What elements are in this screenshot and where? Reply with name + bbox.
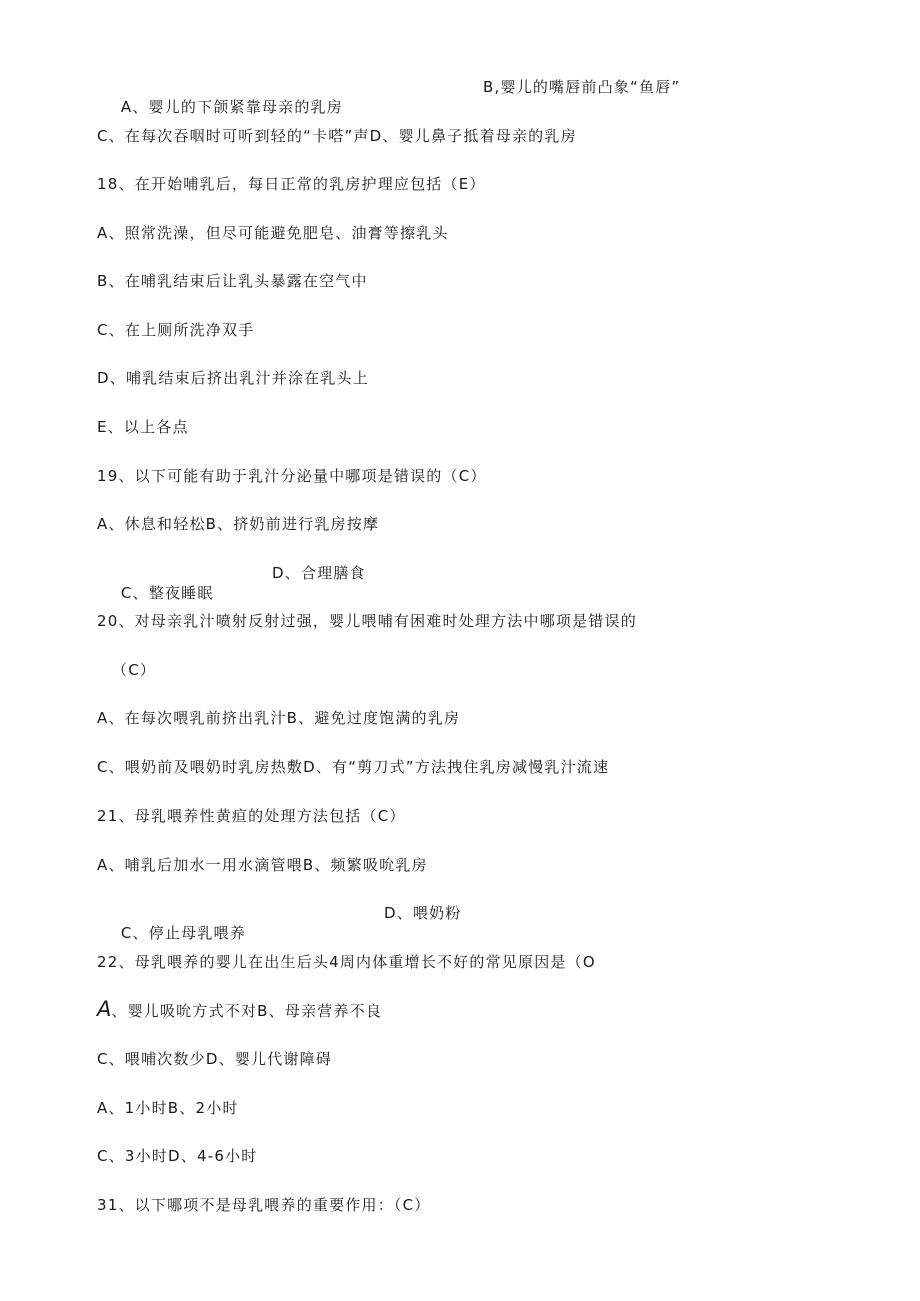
text-line: A、哺乳后加水一用水滴管喂B、频繁吸吮乳房 xyxy=(97,856,428,874)
text-line: D、哺乳结束后挤出乳汁并涂在乳头上 xyxy=(97,369,369,387)
text-line: E、以上各点 xyxy=(97,418,189,436)
text-line: （C） xyxy=(112,661,157,679)
text-line: C、3小时D、4-6小时 xyxy=(97,1147,258,1165)
text-line: C、喂奶前及喂奶时乳房热敷D、有“剪刀式”方法拽住乳房减慢乳汁流速 xyxy=(97,758,610,776)
text-line: A、照常洗澡，但尽可能避免肥皂、油膏等擦乳头 xyxy=(97,224,449,242)
question-31: 31、以下哪项不是母乳喂养的重要作用：（C） xyxy=(97,1196,431,1214)
text-line: C、在每次吞咽时可听到轻的“卡嗒”声D、婴儿鼻子抵着母亲的乳房 xyxy=(97,127,577,145)
text-line: C、整夜睡眠 D、合理膳食 xyxy=(120,564,366,602)
question-19: 19、以下可能有助于乳汁分泌量中哪项是错误的（C） xyxy=(97,467,487,485)
text-line: A、在每次喂乳前挤出乳汁B、避免过度饱满的乳房 xyxy=(97,709,461,727)
text-line: A、休息和轻松B、挤奶前进行乳房按摩 xyxy=(97,515,380,533)
text-line: C、停止母乳喂养 D、喂奶粉 xyxy=(120,904,462,942)
question-22: 22、母乳喂养的婴儿在出生后头4周内体重增长不好的常见原因是（O xyxy=(97,953,596,971)
question-18: 18、在开始哺乳后，每日正常的乳房护理应包括（E） xyxy=(97,175,486,193)
text-line: A、1小时B、2小时 xyxy=(97,1099,239,1117)
text-line: A、婴儿的下颌紧靠母亲的乳房 B,婴儿的嘴唇前凸象“鱼唇” xyxy=(120,78,681,116)
text-line: A、婴儿吸吮方式不对B、母亲营养不良 xyxy=(97,997,383,1021)
text-line: B、在哺乳结束后让乳头暴露在空气中 xyxy=(97,272,368,290)
question-20: 20、对母亲乳汁喷射反射过强，婴儿喂哺有困难时处理方法中哪项是错误的 xyxy=(97,612,637,630)
text-line: C、喂哺次数少D、婴儿代谢障碍 xyxy=(97,1050,333,1068)
question-21: 21、母乳喂养性黄疸的处理方法包括（C） xyxy=(97,807,406,825)
text-line: C、在上厕所洗净双手 xyxy=(97,321,255,339)
